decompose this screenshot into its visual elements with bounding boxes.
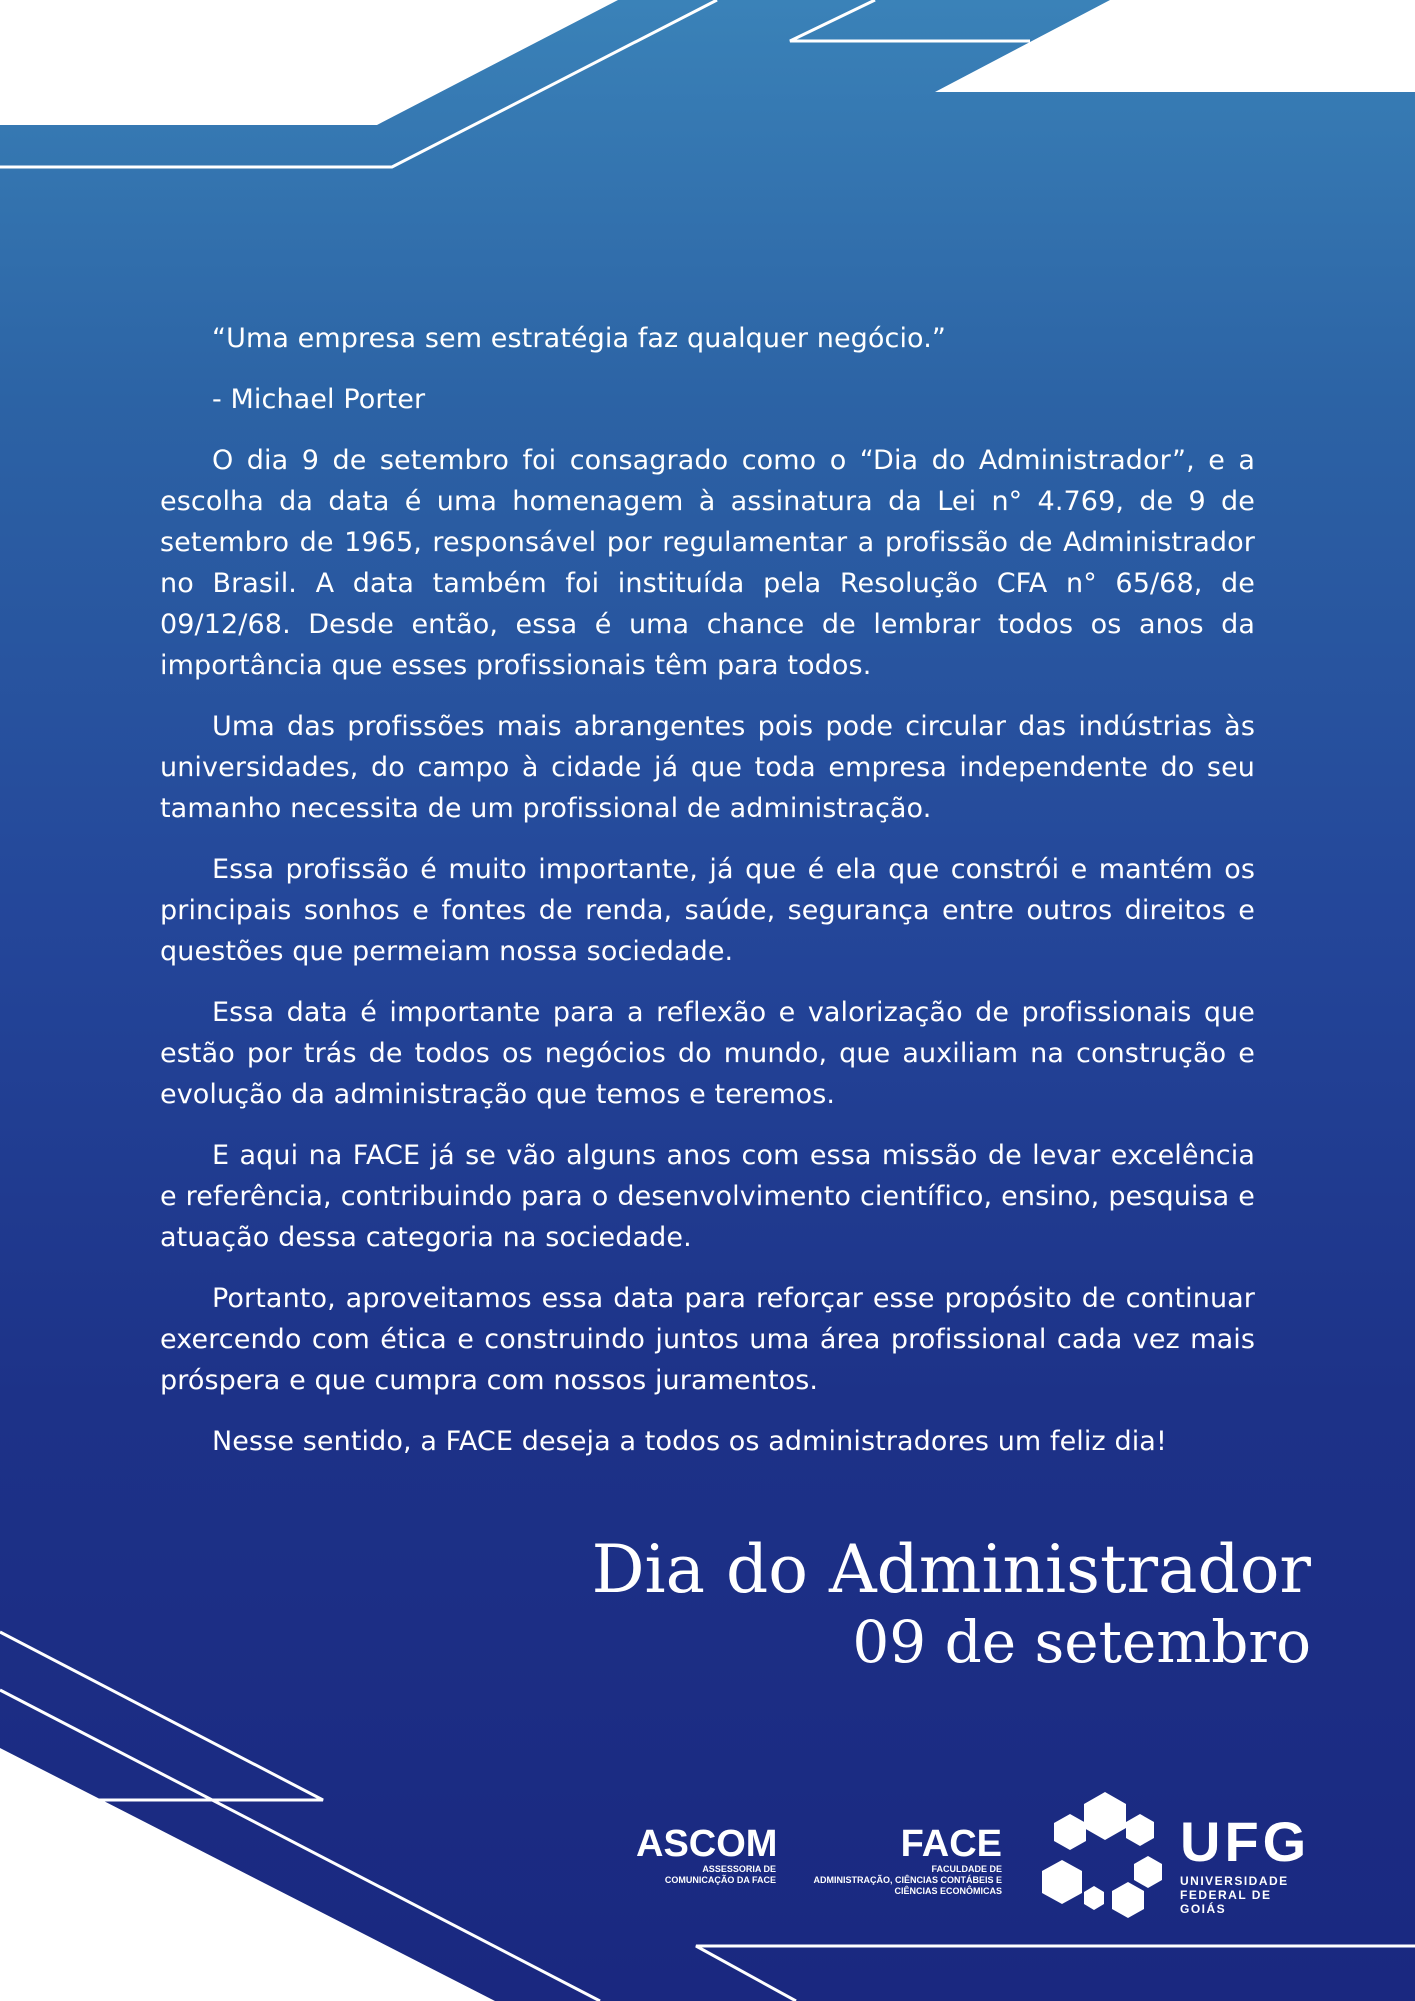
paragraph-3: Essa profissão é muito importante, já que é ela que constrói e mantém os principais sonhos e fontes de renda, saúde, segurança entre outros direitos e questões que permeiam nossa sociedade. <box>160 854 1255 967</box>
bottom-left-white-panel <box>0 1748 495 2001</box>
face-logo-line3: CIÊNCIAS ECONÔMICAS <box>894 1886 1002 1896</box>
ufg-hexagons-icon <box>1040 1790 1170 1920</box>
ufg-logo-line1: UNIVERSIDADE <box>1180 1874 1289 1888</box>
quote-text: “Uma empresa sem estratégia faz qualquer negócio.” <box>212 323 946 354</box>
title-block <box>592 1530 1311 1674</box>
ufg-logo <box>1040 1790 1310 1920</box>
paragraph-2: Uma das profissões mais abrangentes pois pode circular das indústrias às universidades, do campo à cidade já que toda empresa independente do seu tamanho necessita de um profissional de administração. <box>160 711 1255 824</box>
top-left-white-panel <box>0 0 618 125</box>
ufg-logo-name: UFG <box>1180 1810 1311 1873</box>
ascom-logo-name: ASCOM <box>636 1823 778 1865</box>
face-logo-name: FACE <box>900 1823 1002 1865</box>
paragraph-5: E aqui na FACE já se vão alguns anos com essa missão de levar excelência e referência, contribuindo para o desenvolvimento científico, ensino, pesquisa e atuação dessa categoria na sociedade. <box>160 1140 1255 1253</box>
article-body <box>160 318 1255 1482</box>
ascom-logo-line1: ASSESSORIA DE <box>702 1864 776 1874</box>
face-logo <box>800 1824 1002 1897</box>
title-date: 09 de setembro <box>852 1608 1311 1676</box>
paragraph-7: Nesse sentido, a FACE deseja a todos os administradores um feliz dia! <box>212 1426 1167 1457</box>
paragraph-4: Essa data é importante para a reflexão e valorização de profissionais que estão por trás de todos os negócios do mundo, que auxiliam na construção e evolução da administração que temos e teremos. <box>160 997 1255 1110</box>
top-right-white-panel <box>935 0 1415 92</box>
logos-row <box>600 1780 1320 1920</box>
ascom-logo <box>636 1824 776 1886</box>
ufg-logo-line2: FEDERAL DE GOIÁS <box>1180 1888 1272 1916</box>
face-logo-line1: FACULDADE DE <box>931 1864 1002 1874</box>
quote-author: - Michael Porter <box>212 384 426 415</box>
page-title: Dia do Administrador <box>591 1531 1311 1608</box>
paragraph-6: Portanto, aproveitamos essa data para reforçar esse propósito de continuar exercendo com ética e construindo juntos uma área profissional cada vez mais próspera e que cumpra com nossos juramentos. <box>160 1283 1255 1396</box>
ascom-logo-line2: COMUNICAÇÃO DA FACE <box>664 1875 776 1885</box>
paragraph-1: O dia 9 de setembro foi consagrado como o “Dia do Administrador”, e a escolha da data é uma homenagem à assinatura da Lei n° 4.769, de 9 de setembro de 1965, responsável por regulamentar a profissão de Administrador no Brasil. A data também foi instituída pela Resolução CFA n° 65/68, de 09/12/68. Desde então, essa é uma chance de lembrar todos os anos da importância que esses profissionais têm para todos. <box>160 445 1255 681</box>
face-logo-line2: ADMINISTRAÇÃO, CIÊNCIAS CONTÁBEIS E <box>813 1875 1002 1885</box>
